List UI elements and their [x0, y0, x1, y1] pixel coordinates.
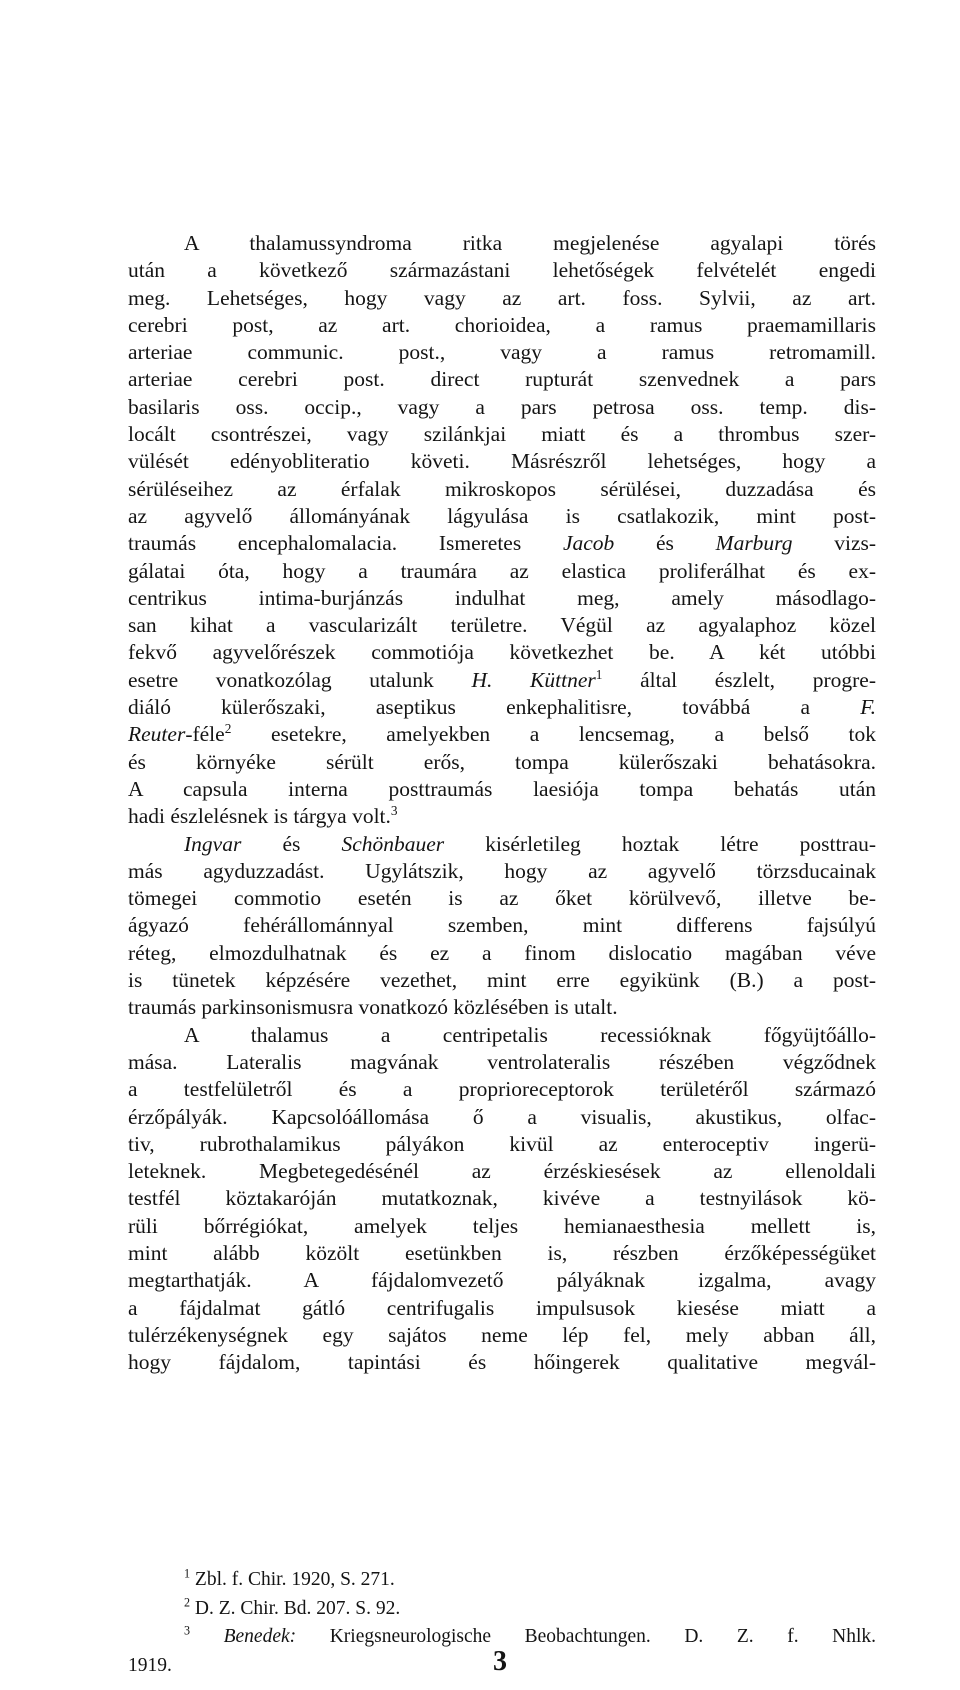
- text-line: A capsula interna posttraumás laesiója tompa behatás után: [128, 776, 876, 801]
- body-text: [128, 230, 876, 1376]
- text-fragment: diáló külerőszaki, aseptikus enkephalitisre, továbbá a: [128, 695, 811, 720]
- author-name-reuter: Reuter: [128, 722, 186, 747]
- text-line: az agyvelő állományának lágyulása is csatlakozik, mint post-: [128, 503, 876, 528]
- footnote-number: 1: [184, 1566, 191, 1581]
- footnote-text: D. Z. Chir. Bd. 207. S. 92.: [194, 1597, 401, 1619]
- footnote-ref: 3: [390, 803, 398, 819]
- text-line: meg. Lehetséges, hogy vagy az art. foss. Sylvii, az art.: [128, 285, 876, 310]
- text-fragment: esetekre, amelyekben a lencsemag, a belső tok: [270, 722, 877, 747]
- text-line: tiv, rubrothalamikus pályákon kivül az enteroceptiv ingerü-: [128, 1131, 876, 1156]
- text-fragment: kisérletileg hoztak létre posttrau-: [485, 831, 877, 856]
- text-fragment: és: [656, 531, 674, 556]
- text-line: A thalamus a centripetalis recessióknak főgyüjtőállo-: [184, 1022, 876, 1047]
- text-line: mint alább közölt esetünkben is, részben érzőképességüket: [128, 1240, 876, 1265]
- text-line: ágyazó fehérállománnyal szemben, mint differens fajsúlyú: [128, 913, 876, 938]
- text-line: cerebri post, az art. chorioidea, a ramus praemamillaris: [128, 312, 876, 337]
- text-line: gálatai óta, hogy a traumára az elastica proliferálhat és ex-: [128, 558, 876, 583]
- text-line: réteg, elmozdulhatnak és ez a finom dislocatio magában véve: [128, 940, 876, 965]
- text-line: megtarthatják. A fájdalomvezető pályáknak izgalma, avagy: [128, 1268, 876, 1293]
- text-line: basilaris oss. occip., vagy a pars petrosa oss. temp. dis-: [128, 394, 876, 419]
- text-line: [128, 831, 876, 858]
- text-line: vülését edényobliteratio követi. Másrészről lehetséges, hogy a: [128, 449, 876, 474]
- footnote: [128, 1595, 876, 1624]
- text-line: traumás parkinsonismusra vonatkozó közlésében is utalt.: [128, 995, 618, 1020]
- text-line: tömegei commotio esetén is az őket körülvevő, illetve be-: [128, 886, 876, 911]
- text-line: érzőpályák. Kapcsolóállomása ő a visualis, akustikus, olfac-: [128, 1104, 876, 1129]
- author-name-ingvar: Ingvar: [184, 831, 242, 856]
- text-fragment: vizs-: [834, 531, 877, 556]
- text-line: [128, 667, 876, 694]
- text-line: leteknek. Megbetegedésénél az érzéskiesések az ellenoldali: [128, 1159, 876, 1184]
- text-line: rüli bőrrégiókat, amelyek teljes hemianaesthesia mellett is,: [128, 1213, 876, 1238]
- footnote-ref: 1: [595, 666, 603, 682]
- author-name-jacob: Jacob: [562, 531, 615, 556]
- text-line: testfél köztakaróján mutatkoznak, kivéve a testnyilások kö-: [128, 1186, 876, 1211]
- text-fragment: hadi észlelésnek is tárgya volt.: [128, 804, 391, 829]
- text-line: után a következő származástani lehetőségek felvételét engedi: [128, 258, 876, 283]
- text-line: a testfelületről és a proprioreceptorok területéről származó: [128, 1077, 876, 1102]
- text-line: [128, 803, 876, 830]
- author-name-schonbauer: Schönbauer: [341, 831, 445, 856]
- text-line: A thalamussyndroma ritka megjelenése agyalapi törés: [184, 231, 876, 255]
- footnote-text: Kriegsneurologische Beobachtungen. D. Z. f. Nhlk.: [329, 1626, 877, 1647]
- footnote-number: 2: [184, 1595, 191, 1609]
- author-name-marburg: Marburg: [715, 531, 793, 556]
- text-line: [128, 694, 876, 721]
- text-fragment: által észlelt, progre-: [640, 667, 877, 692]
- footnote-text: Zbl. f. Chir. 1920, S. 271.: [194, 1569, 395, 1590]
- text-line: arteriae cerebri post. direct rupturát szenvednek a pars: [128, 367, 876, 392]
- author-name-kuttner: H. Küttner: [471, 667, 596, 692]
- page-number: 3: [493, 1646, 507, 1677]
- text-fragment: és: [282, 831, 301, 856]
- text-line: hogy fájdalom, tapintási és hőingerek qualitative megvál-: [128, 1350, 876, 1375]
- footnote: [128, 1566, 876, 1595]
- text-line: arteriae communic. post., vagy a ramus retromamill.: [128, 340, 876, 365]
- author-name-benedek: Benedek:: [223, 1626, 297, 1647]
- text-line: locált csontrészei, vagy szilánkjai miatt és a thrombus szer-: [128, 422, 876, 447]
- text-fragment: traumás encephalomalacia. Ismeretes: [128, 531, 522, 556]
- text-fragment: esetre vonatkozólag utalunk: [128, 667, 434, 692]
- footnote-continuation: 1919.: [128, 1654, 172, 1676]
- text-line: san kihat a vascularizált területre. Végül az agyalaphoz közel: [128, 613, 876, 638]
- text-line: tulérzékenységnek egy sajátos neme lép fel, mely abban áll,: [128, 1322, 876, 1347]
- text-line: sérüléseihez az érfalak mikroskopos sérülései, duzzadása és: [128, 476, 876, 501]
- text-line: fekvő agyvelőrészek commotiója következhet be. A két utóbbi: [128, 640, 876, 665]
- text-line: más agyduzzadást. Ugylátszik, hogy az agyvelő törzsducainak: [128, 858, 876, 883]
- text-line: [128, 721, 876, 748]
- text-fragment: -féle: [185, 722, 225, 747]
- text-line: centrikus intima-burjánzás indulhat meg, amely másodlago-: [128, 585, 876, 610]
- footnote-number: 3: [184, 1623, 191, 1638]
- text-line: és környéke sérült erős, tompa külerőszaki behatásokra.: [128, 749, 876, 774]
- text-line: [128, 530, 876, 557]
- author-initial: F.: [860, 695, 876, 720]
- text-line: a fájdalmat gátló centrifugalis impulsusok kiesése miatt a: [128, 1295, 876, 1320]
- text-line: is tünetek képzésére vezethet, mint erre egyikünk (B.) a post-: [128, 968, 876, 993]
- footnote-ref: 2: [224, 721, 232, 737]
- text-line: mása. Lateralis magvának ventrolateralis részében végződnek: [128, 1049, 876, 1074]
